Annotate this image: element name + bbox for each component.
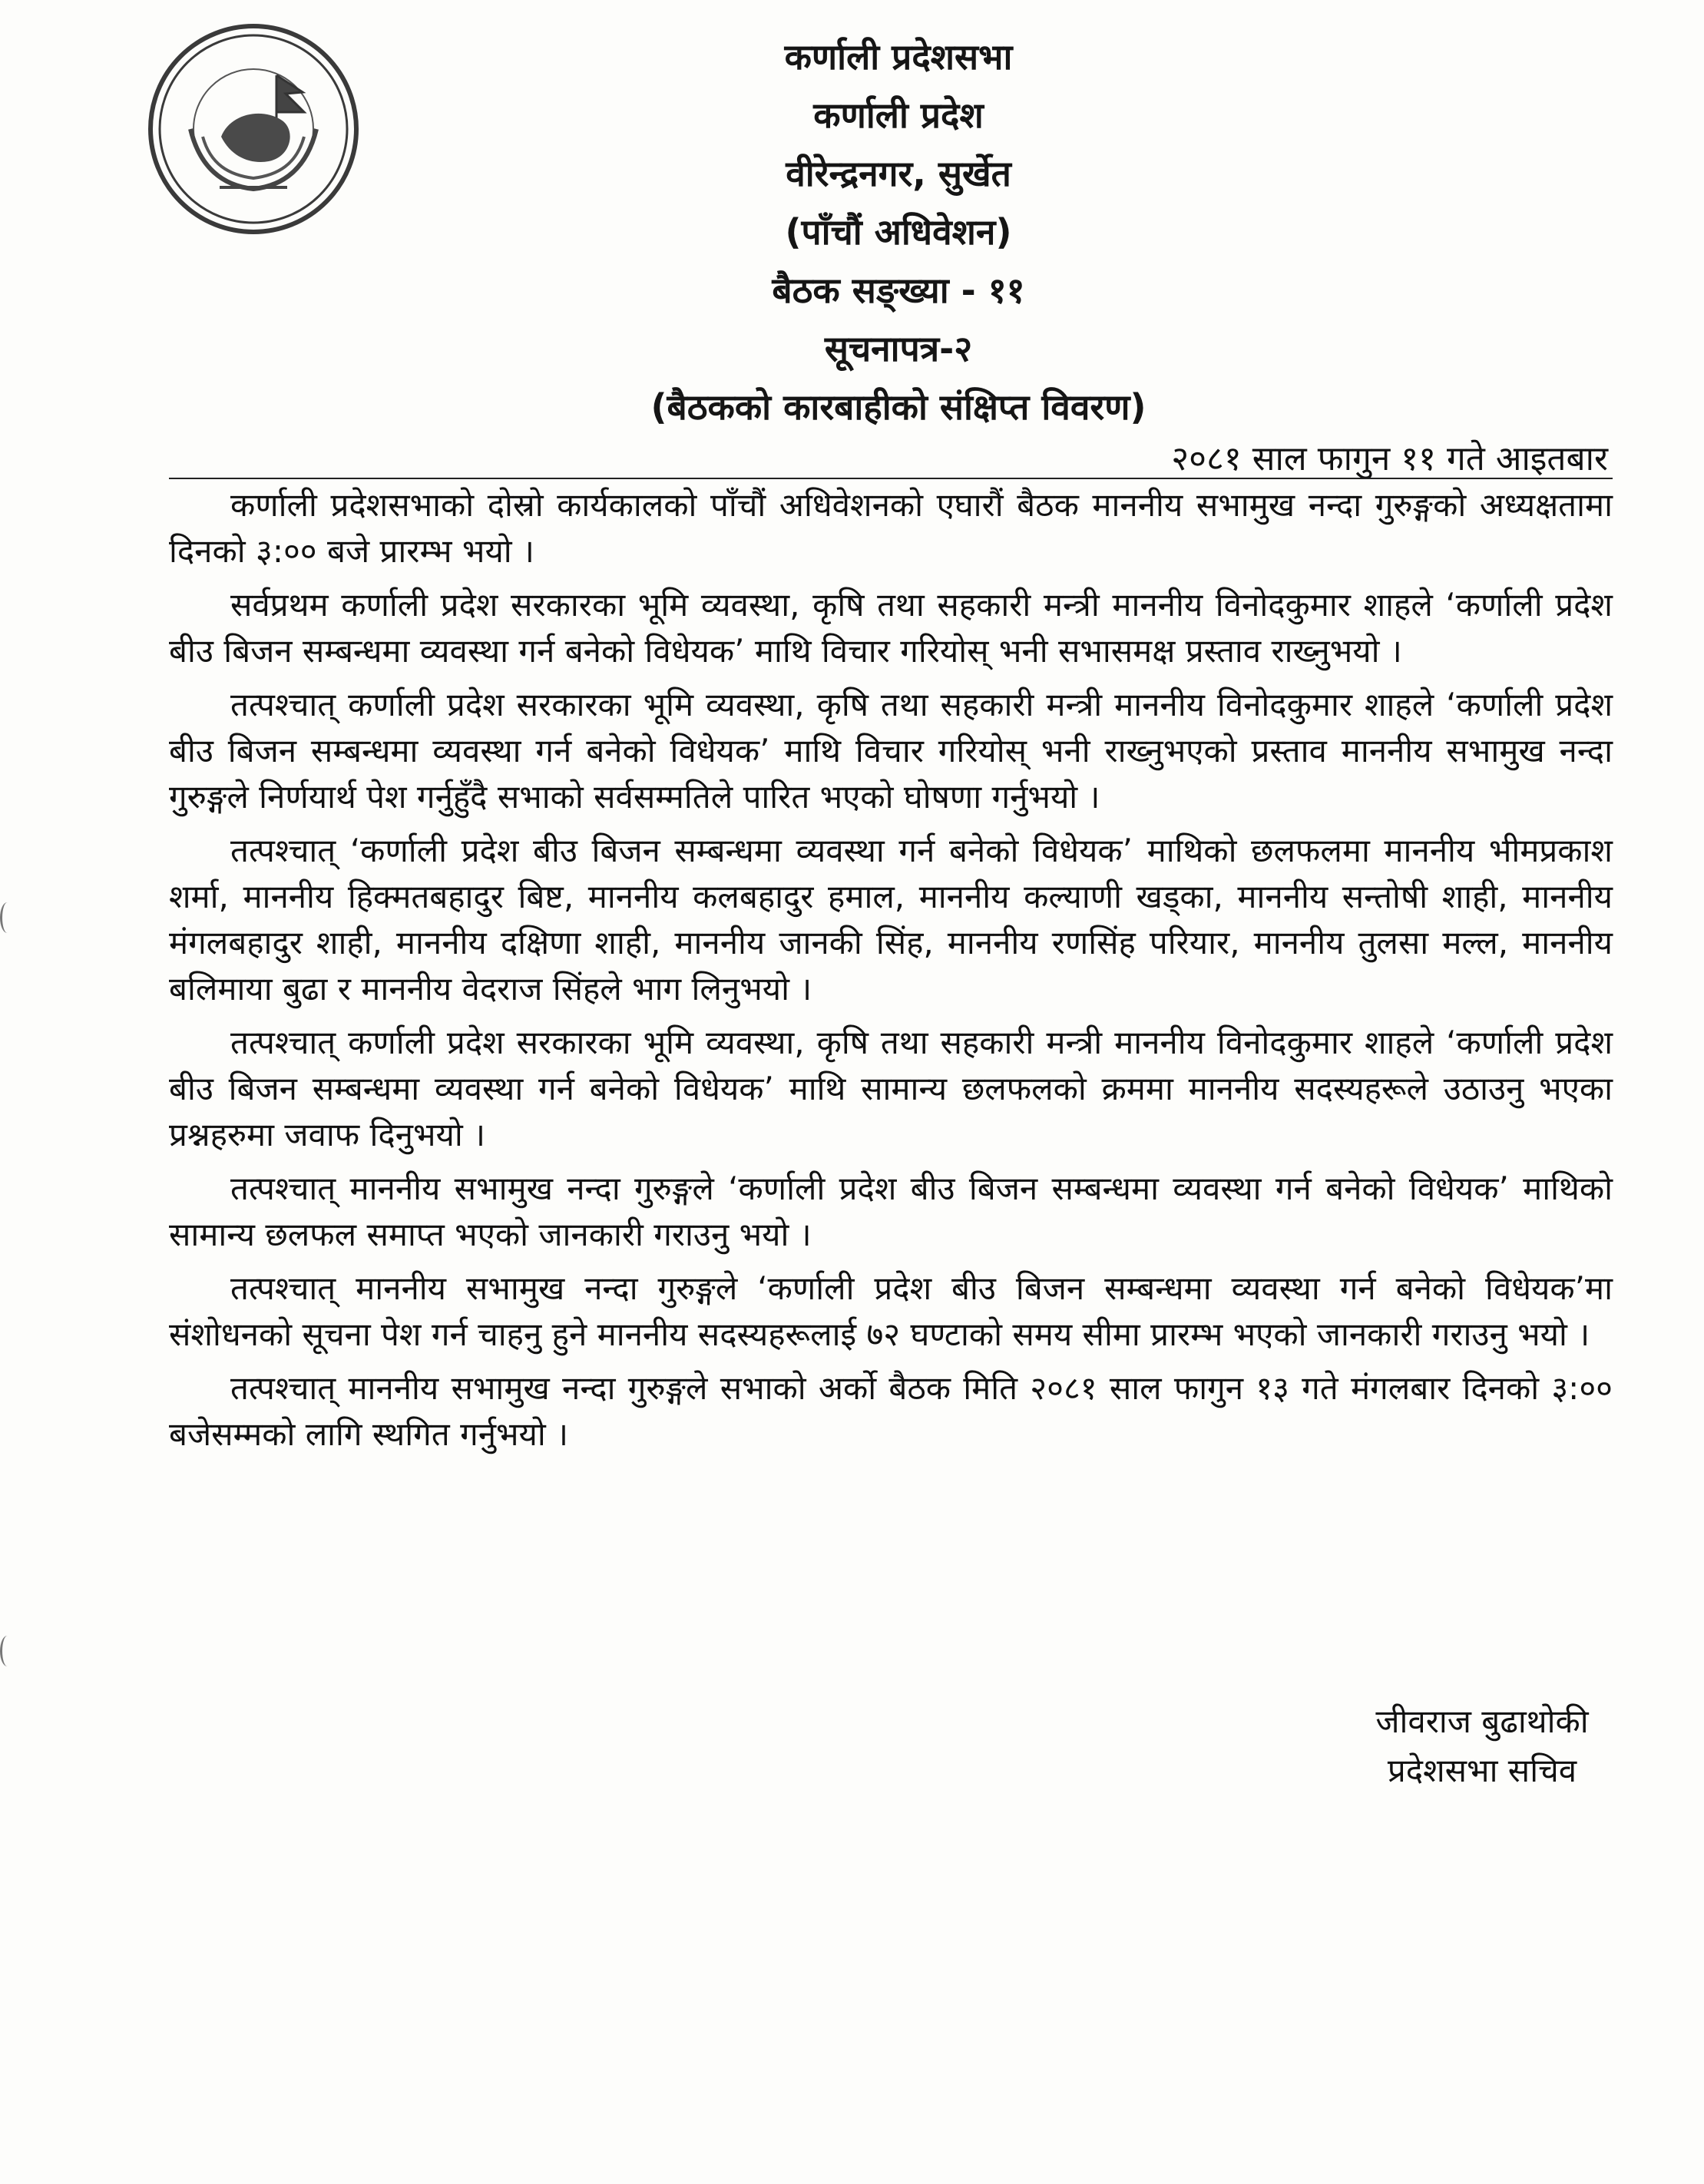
document-subtitle: (बैठकको कारबाहीको संक्षिप्त विवरण)	[650, 386, 1146, 428]
signatory-name: जीवराज बुढाथोकी	[1375, 1703, 1589, 1740]
assembly-seal-icon	[146, 22, 361, 237]
header-divider	[169, 478, 1613, 479]
paragraph: तत्पश्चात् कर्णाली प्रदेश सरकारका भूमि व्यवस्था, कृषि तथा सहकारी मन्त्री माननीय विनोदकुमार शाहले ‘कर्णाली प्रदेश बीउ बिजन सम्बन्धमा व्यवस्था गर्न बनेको विधेयक’ माथि विचार गरियोस् भनी राख्नुभएको प्रस्ताव माननीय सभामुख नन्दा गुरुङ्गले निर्णयार्थ पेश गर्नुहुँदै सभाको सर्वसम्मतिले पारित भएको घोषणा गर्नुभयो ।	[169, 686, 1613, 816]
paragraph: तत्पश्चात् कर्णाली प्रदेश सरकारका भूमि व्यवस्था, कृषि तथा सहकारी मन्त्री माननीय विनोदकुमार शाहले ‘कर्णाली प्रदेश बीउ बिजन सम्बन्धमा व्यवस्था गर्न बनेको विधेयक’ माथि सामान्य छलफलको क्रममा माननीय सदस्यहरूले उठाउनु भएका प्रश्नहरुमा जवाफ दिनुभयो ।	[169, 1024, 1613, 1153]
province-name: कर्णाली प्रदेश	[813, 94, 984, 136]
signatory-title: प्रदेशसभा सचिव	[1387, 1752, 1577, 1789]
proceedings-body	[169, 482, 1613, 1465]
paragraph: तत्पश्चात् माननीय सभामुख नन्दा गुरुङ्गले ‘कर्णाली प्रदेश बीउ बिजन सम्बन्धमा व्यवस्था गर्न बनेको विधेयक’ माथिको सामान्य छलफल समाप्त भएको जानकारी गराउनु भयो ।	[169, 1170, 1613, 1253]
assembly-name: कर्णाली प्रदेशसभा	[784, 36, 1013, 78]
paragraph: तत्पश्चात् ‘कर्णाली प्रदेश बीउ बिजन सम्बन्धमा व्यवस्था गर्न बनेको विधेयक’ माथिको छलफलमा माननीय भीमप्रकाश शर्मा, माननीय हिक्मतबहादुर बिष्ट, माननीय कलबहादुर हमाल, माननीय कल्याणी खड्का, माननीय सन्तोषी शाही, माननीय मंगलबहादुर शाही, माननीय दक्षिणा शाही, माननीय जानकी सिंह, माननीय रणसिंह परियार, माननीय तुलसा मल्ल, माननीय बलिमाया बुढा र माननीय वेदराज सिंहले भाग लिनुभयो ।	[169, 832, 1613, 1008]
paragraph: तत्पश्चात् माननीय सभामुख नन्दा गुरुङ्गले ‘कर्णाली प्रदेश बीउ बिजन सम्बन्धमा व्यवस्था गर्न बनेको विधेयक’मा संशोधनको सूचना पेश गर्न चाहनु हुने माननीय सदस्यहरूलाई ७२ घण्टाको समय सीमा प्रारम्भ भएको जानकारी गराउनु भयो ।	[169, 1269, 1613, 1353]
assembly-seal	[146, 22, 361, 237]
document-header	[430, 28, 1367, 436]
paragraph: सर्वप्रथम कर्णाली प्रदेश सरकारका भूमि व्यवस्था, कृषि तथा सहकारी मन्त्री माननीय विनोदकुमार शाहले ‘कर्णाली प्रदेश बीउ बिजन सम्बन्धमा व्यवस्था गर्न बनेको विधेयक’ माथि विचार गरियोस् भनी सभासमक्ष प्रस्ताव राख्नुभयो ।	[169, 586, 1613, 670]
location: वीरेन्द्रनगर, सुर्खेत	[786, 153, 1011, 194]
meeting-number: बैठक सङ्ख्या - ११	[772, 270, 1025, 311]
scan-edge-mark	[0, 902, 15, 933]
session-label: (पाँचौं अधिवेशन)	[785, 211, 1012, 253]
meeting-date: २०८१ साल फागुन ११ गते आइतबार	[1171, 439, 1608, 478]
notice-title: सूचनापत्र-२	[824, 328, 973, 369]
signature-block	[1336, 1697, 1628, 1795]
paragraph: कर्णाली प्रदेशसभाको दोस्रो कार्यकालको पाँचौं अधिवेशनको एघारौं बैठक माननीय सभामुख नन्दा गुरुङ्गको अध्यक्षतामा दिनको ३:०० बजे प्रारम्भ भयो ।	[169, 486, 1613, 570]
paragraph: तत्पश्चात् माननीय सभामुख नन्दा गुरुङ्गले सभाको अर्को बैठक मिति २०८१ साल फागुन १३ गते मंगलबार दिनको ३:०० बजेसम्मको लागि स्थगित गर्नुभयो ।	[169, 1369, 1613, 1453]
scan-edge-mark	[0, 1636, 15, 1666]
